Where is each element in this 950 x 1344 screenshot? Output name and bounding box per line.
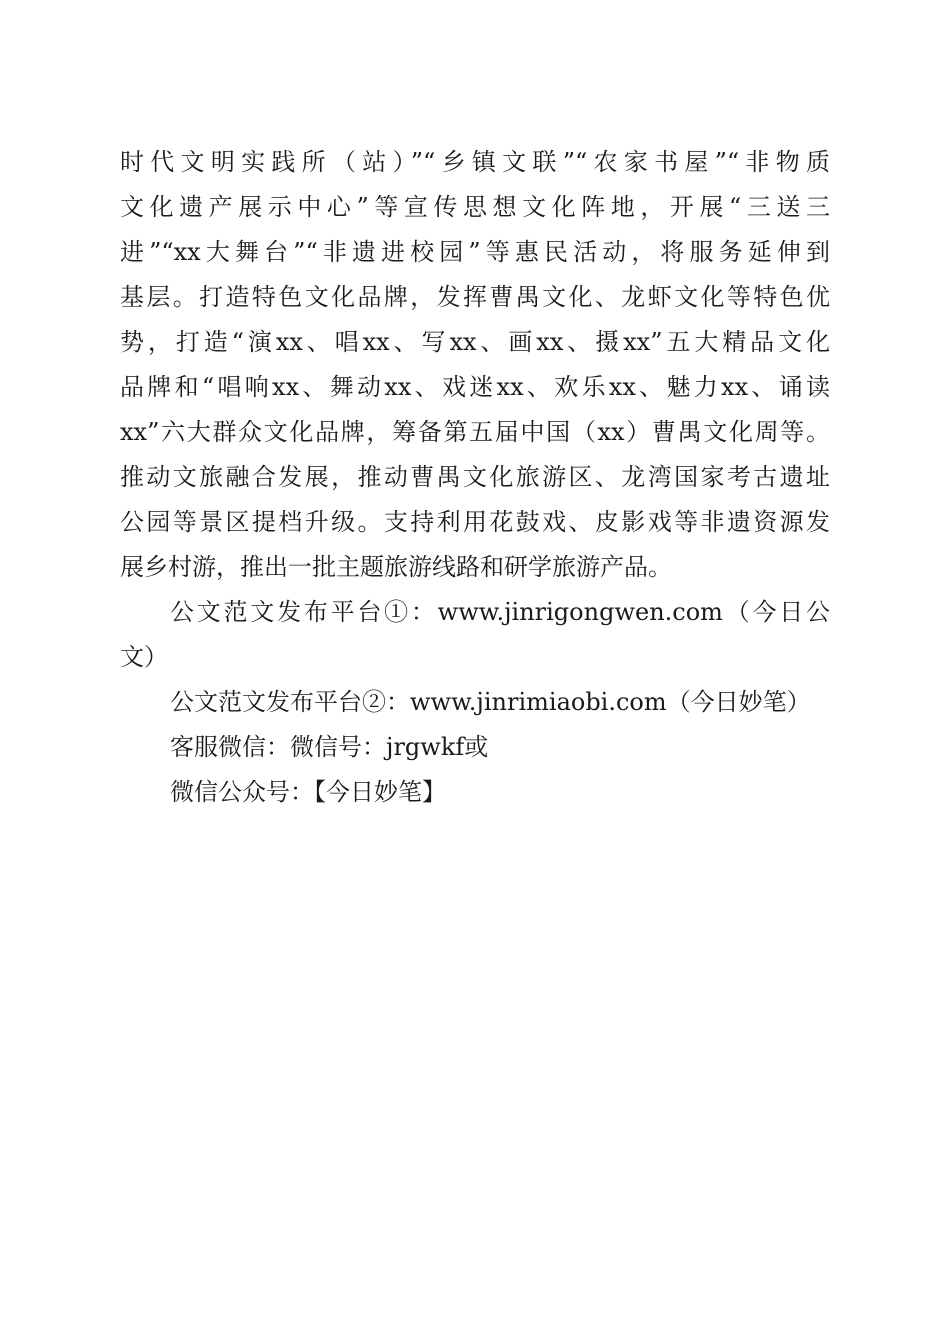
paragraph-line: xx”六大群众文化品牌，筹备第五届中国（xx）曹禺文化周等。 bbox=[120, 418, 830, 446]
wechat-account-line: 微信公众号：【今日妙笔】 bbox=[170, 778, 446, 806]
platform-1-line-continued: 文） bbox=[120, 643, 168, 671]
paragraph-line: 文化遗产展示中心”等宣传思想文化阵地，开展“三送三 bbox=[120, 193, 830, 221]
paragraph-line: 展乡村游，推出一批主题旅游线路和研学旅游产品。 bbox=[120, 553, 672, 581]
platform-1-line: 公文范文发布平台①：www.jinrigongwen.com（今日公 bbox=[170, 598, 830, 626]
platform-2-line: 公文范文发布平台②：www.jinrimiaobi.com（今日妙笔） bbox=[170, 688, 811, 716]
paragraph-line: 时代文明实践所（站）”“乡镇文联”“农家书屋”“非物质 bbox=[120, 148, 830, 176]
paragraph-line: 公园等景区提档升级。支持利用花鼓戏、皮影戏等非遗资源发 bbox=[120, 508, 830, 536]
customer-service-line: 客服微信：微信号：jrgwkf或 bbox=[170, 733, 489, 761]
paragraph-line: 基层。打造特色文化品牌，发挥曹禺文化、龙虾文化等特色优 bbox=[120, 283, 830, 311]
paragraph-line: 进”“xx大舞台”“非遗进校园”等惠民活动，将服务延伸到 bbox=[120, 238, 830, 266]
paragraph-line: 品牌和“唱响xx、舞动xx、戏迷xx、欢乐xx、魅力xx、诵读 bbox=[120, 373, 830, 401]
paragraph-line: 推动文旅融合发展，推动曹禺文化旅游区、龙湾国家考古遗址 bbox=[120, 463, 830, 491]
paragraph-line: 势，打造“演xx、唱xx、写xx、画xx、摄xx”五大精品文化 bbox=[120, 328, 830, 356]
